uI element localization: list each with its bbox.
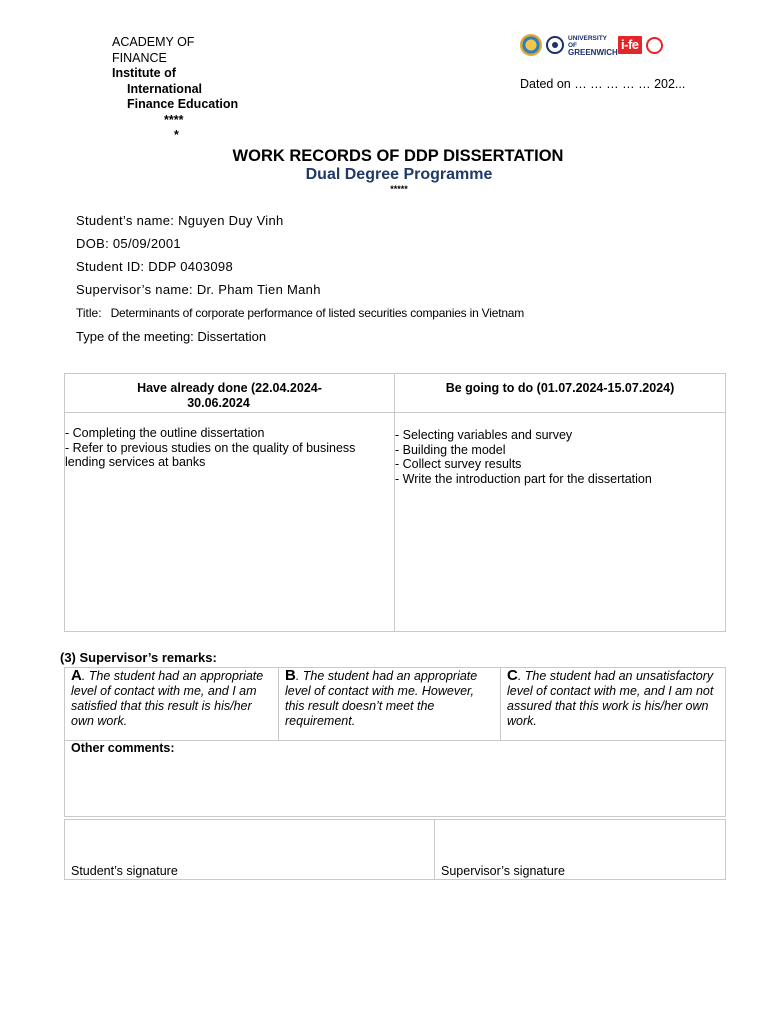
- institute-line1: Institute of: [112, 66, 176, 80]
- list-item: - Building the model: [395, 442, 506, 457]
- subtitle-stars: *****: [390, 184, 408, 194]
- meeting-type: Type of the meeting: Dissertation: [76, 329, 267, 344]
- other-comments-label: Other comments:: [71, 741, 175, 755]
- list-item: - Selecting variables and survey: [395, 428, 573, 442]
- done-header: Have already done (22.04.2024- 30.06.2024: [65, 374, 395, 413]
- todo-cell: [395, 413, 726, 632]
- ife-logo-icon: i-fe: [618, 36, 642, 54]
- thesis-title-value: Determinants of corporate performance of listed securities companies in Vietnam: [110, 306, 525, 320]
- signature-table: [64, 819, 726, 880]
- list-item: - Refer to previous studies on the quality of business lending services at banks: [65, 440, 356, 469]
- done-cell: [65, 413, 395, 632]
- student-signature-field[interactable]: [65, 820, 435, 880]
- remark-option-b[interactable]: B. The student had an appropriate level of contact with me. However, this result doesn’t meet the requirement.: [279, 668, 501, 741]
- student-id: Student ID: DDP 0403098: [76, 259, 233, 274]
- list-item: - Write the introduction part for the dissertation: [395, 471, 652, 486]
- header-star: *: [174, 128, 179, 142]
- remark-option-a[interactable]: A. The student had an appropriate level of contact with me, and I am satisfied that this result is his/her own work.: [65, 668, 279, 741]
- greenwich-wordmark: UNIVERSITY OF GREENWICH: [568, 34, 618, 57]
- institute-line3: Finance Education: [127, 97, 239, 111]
- institution-header: [112, 35, 262, 144]
- round-emblem-icon: [646, 37, 663, 54]
- student-name: Student’s name: Nguyen Duy Vinh: [76, 213, 284, 228]
- student-dob: DOB: 05/09/2001: [76, 236, 181, 251]
- institute-line2: International: [127, 81, 203, 96]
- student-signature-label: Student’s signature: [71, 864, 178, 878]
- dated-line: Dated on … … … … … 202...: [520, 77, 686, 91]
- progress-table: [64, 373, 726, 632]
- list-item: - Collect survey results: [395, 457, 522, 471]
- remark-option-c[interactable]: C. The student had an unsatisfactory level of contact with me, and I am not assured that this work is his/her own work.: [501, 668, 726, 741]
- org-name-line2: FINANCE: [112, 50, 167, 65]
- remarks-heading: (3) Supervisor’s remarks:: [60, 650, 217, 665]
- supervisor-name: Supervisor’s name: Dr. Pham Tien Manh: [76, 282, 321, 297]
- remarks-table: [64, 667, 726, 817]
- thesis-title-line: [76, 306, 524, 320]
- org-name-line1: ACADEMY OF: [112, 35, 195, 49]
- supervisor-signature-label: Supervisor’s signature: [441, 864, 565, 878]
- partner-logos: [520, 34, 663, 56]
- seal-logo-icon: [520, 34, 542, 56]
- supervisor-signature-field[interactable]: [435, 820, 726, 880]
- other-comments-field[interactable]: [65, 741, 726, 817]
- header-stars: ****: [164, 112, 184, 127]
- page-title: WORK RECORDS OF DDP DISSERTATION: [232, 147, 564, 165]
- greenwich-crest-icon: [546, 36, 564, 54]
- thesis-title-label: Title:: [76, 306, 102, 320]
- page-subtitle: Dual Degree Programme: [305, 166, 493, 183]
- list-item: - Completing the outline dissertation: [65, 426, 265, 440]
- todo-header: Be going to do (01.07.2024-15.07.2024): [395, 374, 726, 413]
